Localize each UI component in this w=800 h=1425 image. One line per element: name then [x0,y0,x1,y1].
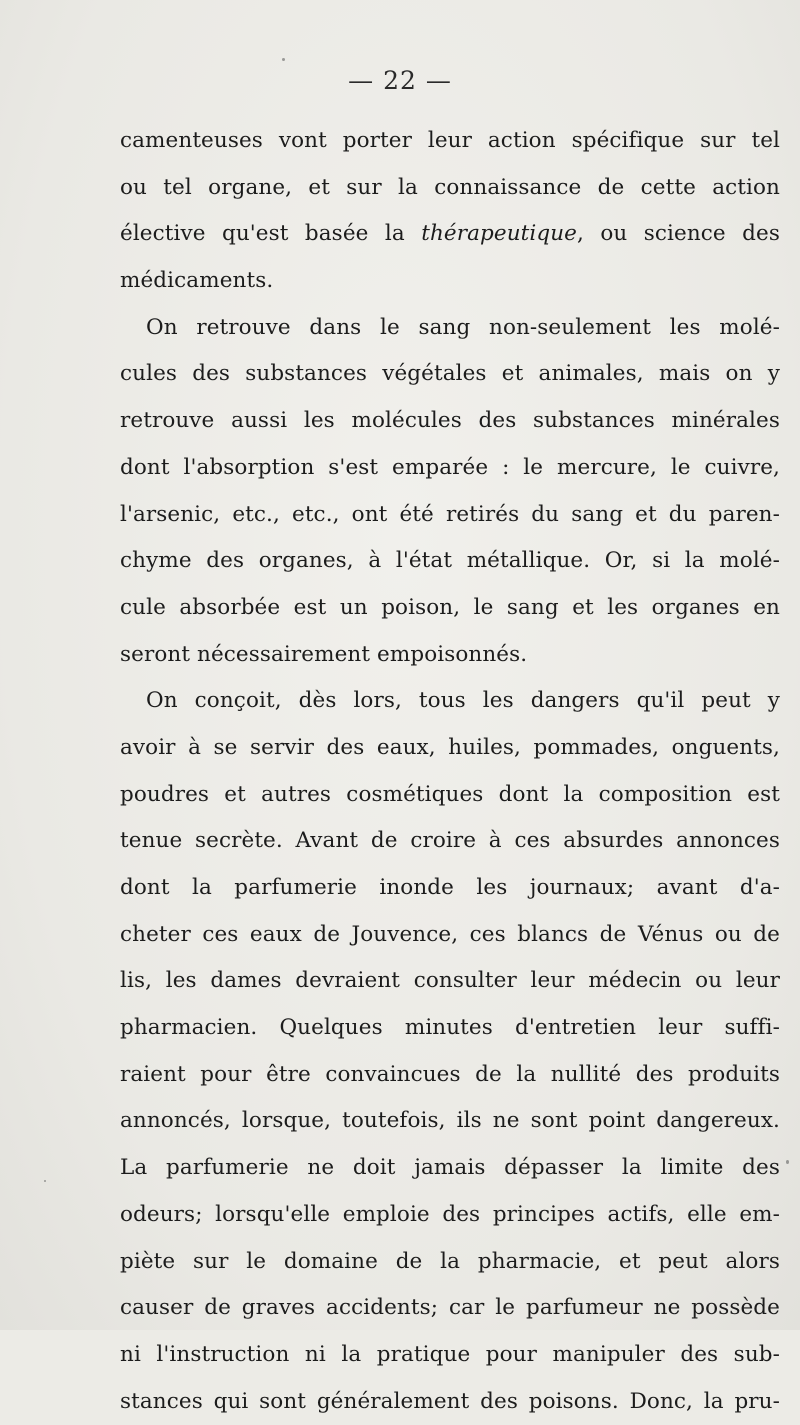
text-line: odeurs; lorsqu'elle emploie des principes actifs, elle em- [120,1201,780,1227]
text-line: poudres et autres cosmétiques dont la composition est [120,781,780,807]
text-line: seront nécessairement empoisonnés. [120,641,528,667]
text-line: cules des substances végétales et animales, mais on y [120,361,780,387]
body-text [120,118,780,1425]
text-segment: , ou science des [577,221,780,247]
text-line: causer de graves accidents; car le parfumeur ne possède [120,1295,780,1321]
text-line: camenteuses vont porter leur action spécifique sur tel [120,128,780,153]
text-line: annoncés, lorsque, toutefois, ils ne sont point dangereux. [120,1108,780,1134]
text-line: pharmacien. Quelques minutes d'entretien leur suffi- [120,1015,780,1041]
ink-speck [282,58,285,61]
text-line: cheter ces eaux de Jouvence, ces blancs de Vénus ou de [120,921,780,947]
page-number: — 22 — [348,66,452,95]
text-line: raient pour être convaincues de la nullité des produits [120,1061,780,1087]
text-line [120,211,780,258]
text-line: médicaments. [120,268,274,294]
text-line: dont l'absorption s'est emparée : le mercure, le cuivre, [120,454,780,480]
ink-speck [44,1180,46,1182]
italic-term: thérapeutique [421,221,577,247]
text-line: piète sur le domaine de la pharmacie, et peut alors [120,1248,780,1274]
text-line: ou tel organe, et sur la connaissance de cette action [120,174,780,200]
text-line: dont la parfumerie inonde les journaux; avant d'a- [120,875,780,900]
ink-speck [786,1160,789,1164]
text-line: La parfumerie ne doit jamais dépasser la limite des [120,1155,780,1181]
text-line: stances qui sont généralement des poisons. Donc, la pru- [120,1388,780,1414]
text-line: On conçoit, dès lors, tous les dangers qu'il peut y [146,688,780,714]
text-line: avoir à se servir des eaux, huiles, pommades, onguents, [120,734,780,760]
text-line: l'arsenic, etc., etc., ont été retirés du sang et du paren- [120,501,780,527]
text-line: chyme des organes, à l'état métallique. Or, si la molé- [120,548,780,574]
text-line: cule absorbée est un poison, le sang et les organes en [120,594,780,620]
text-line: retrouve aussi les molécules des substances minérales [120,408,780,434]
text-line: tenue secrète. Avant de croire à ces absurdes annonces [120,828,780,854]
text-line: lis, les dames devraient consulter leur médecin ou leur [120,968,780,994]
text-segment: élective qu'est basée la [120,221,422,247]
text-line: ni l'instruction ni la pratique pour manipuler des sub- [120,1341,780,1367]
text-line: On retrouve dans le sang non-seulement les molé- [146,314,780,340]
